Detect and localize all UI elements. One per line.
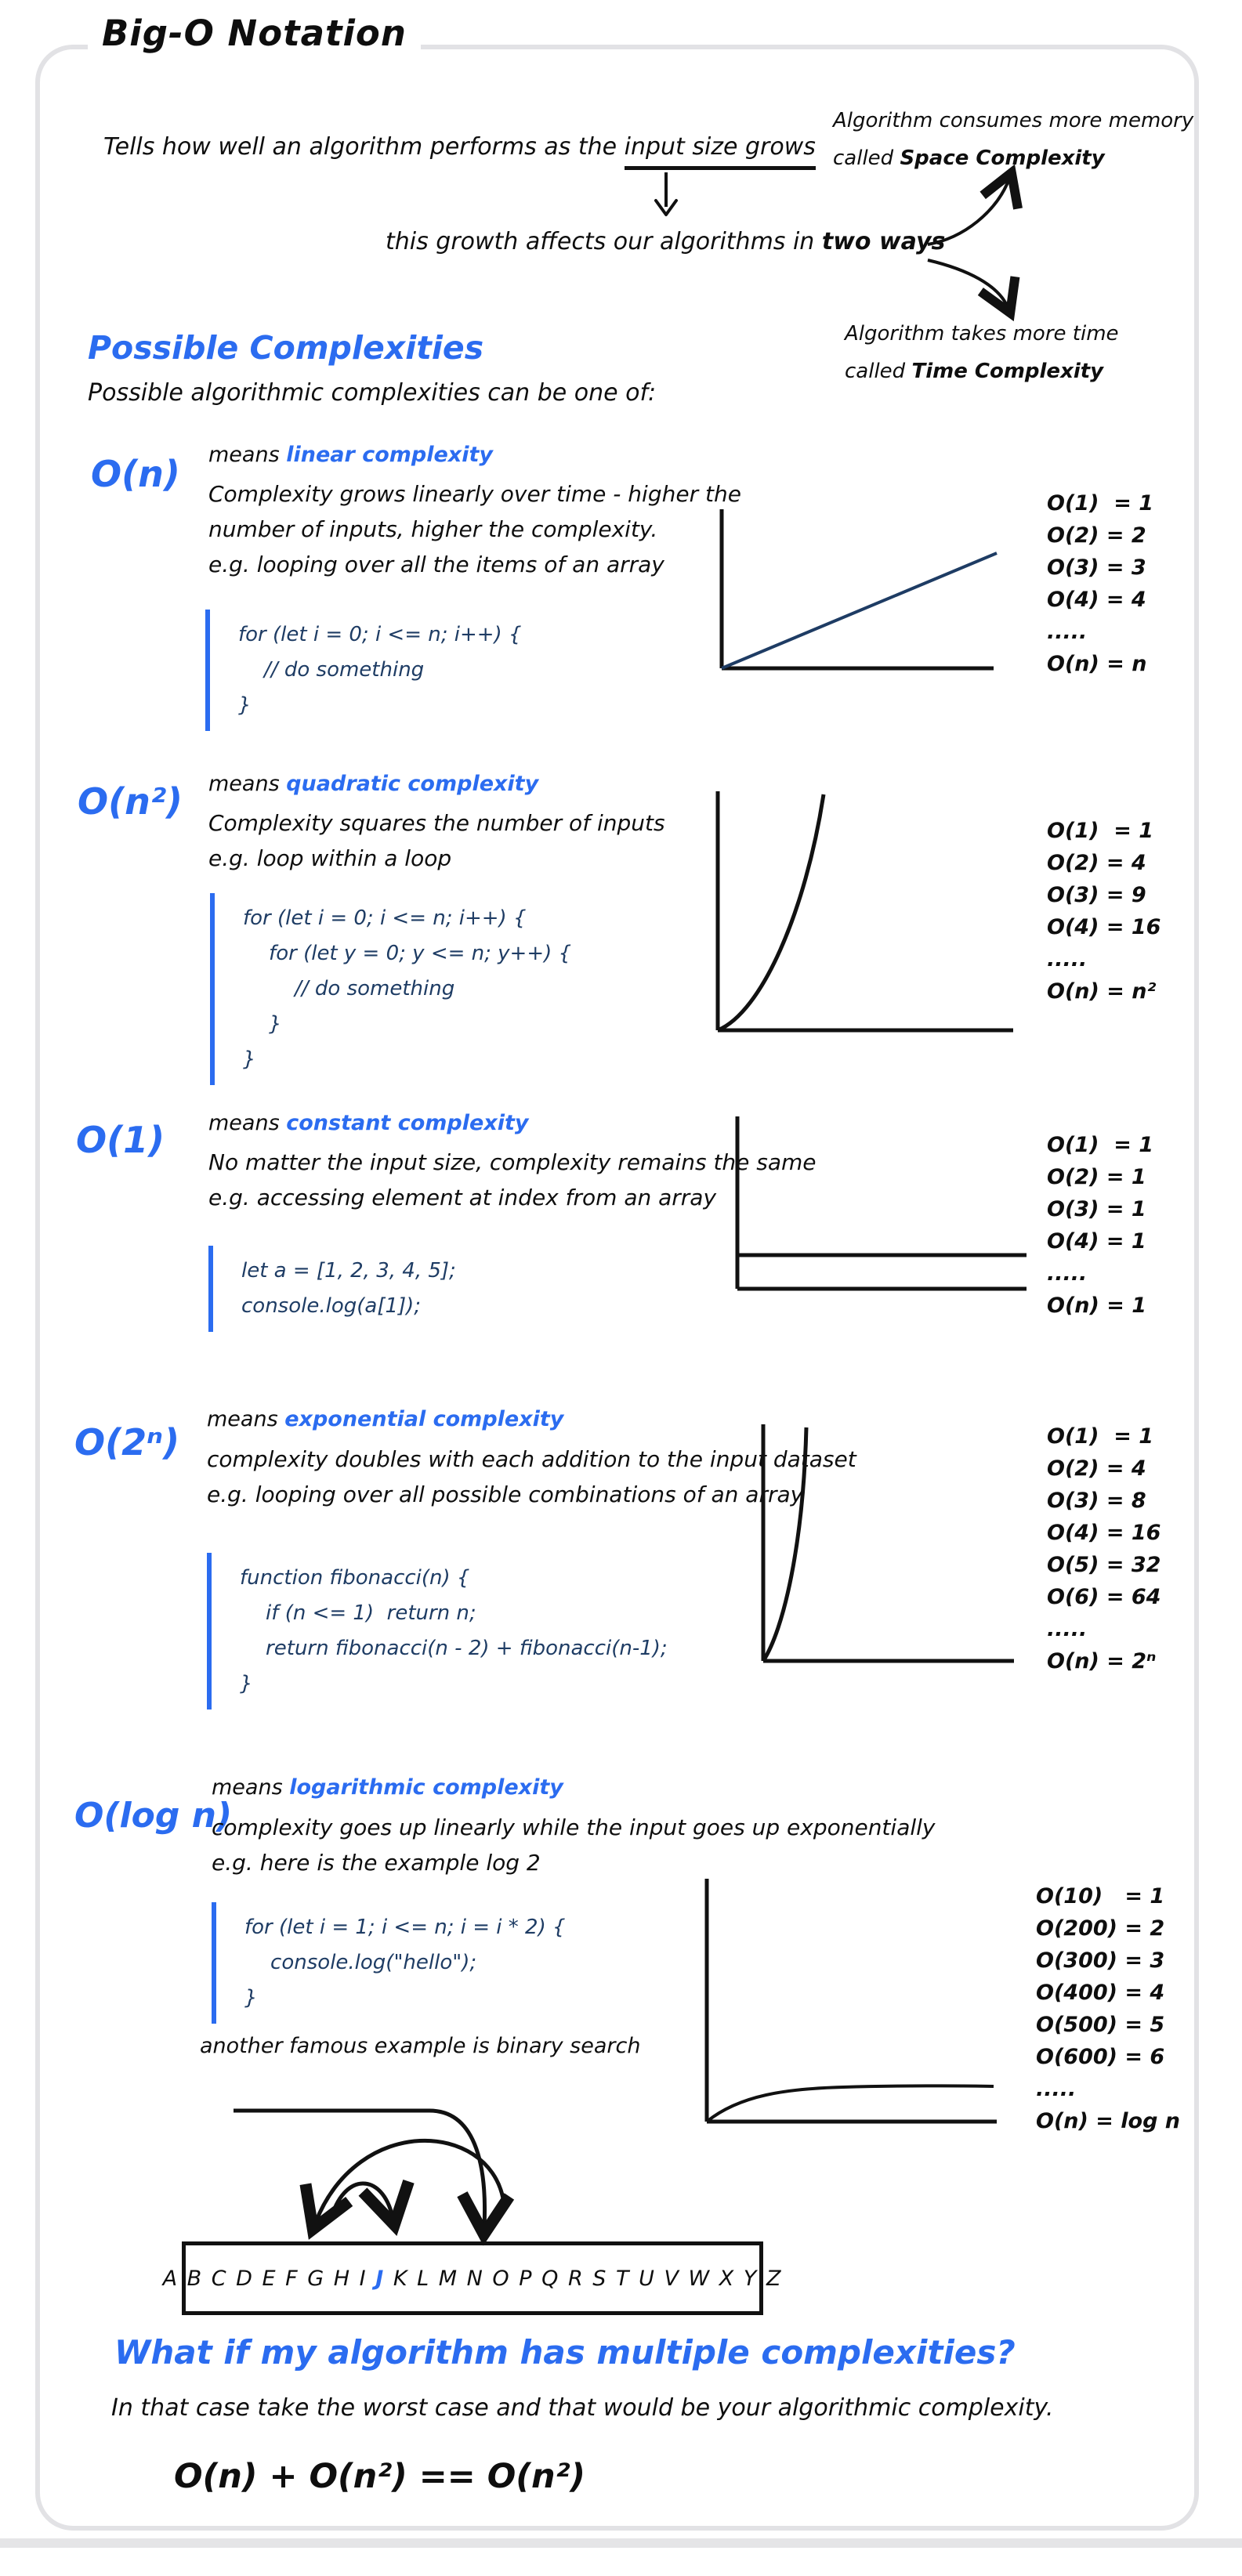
code-line: }	[243, 1047, 256, 1071]
desc-line: e.g. loop within a loop	[208, 845, 452, 871]
space-note-line1: Algorithm consumes more memory	[833, 109, 1194, 132]
section-label-o-2n: O(2ⁿ)	[74, 1421, 180, 1463]
binary-search-arrows-icon	[149, 2089, 776, 2245]
alphabet-post: K L M N O P Q R S T U V W X Y Z	[385, 2266, 783, 2291]
code-line: }	[240, 1672, 253, 1695]
value-line: .....	[1047, 620, 1088, 644]
code-block-o-2n	[207, 1553, 668, 1709]
value-line: O(2) = 4	[1047, 851, 1146, 875]
code-line: function fibonacci(n) {	[240, 1566, 470, 1590]
alphabet-pre: A B C D E F G H I	[162, 2266, 376, 2291]
value-line: O(400) = 4	[1036, 1981, 1165, 2005]
value-line: O(n) = n	[1047, 652, 1147, 676]
value-line: O(n) = n²	[1047, 979, 1157, 1004]
value-line: O(4) = 4	[1047, 588, 1146, 612]
description-o-n	[208, 476, 741, 582]
desc-line: e.g. here is the example log 2	[212, 1850, 541, 1876]
value-line: O(3) = 9	[1047, 883, 1146, 907]
means-pre: means	[207, 1407, 285, 1431]
term-logarithmic-complexity: logarithmic complexity	[289, 1775, 563, 1800]
values-o-n2	[1047, 815, 1161, 1008]
means-pre: means	[208, 443, 287, 467]
constant-growth-chart	[733, 1113, 1030, 1293]
value-line: O(n) = log n	[1036, 2109, 1181, 2133]
value-line: .....	[1047, 947, 1088, 971]
intro-line1-pre: Tells how well an algorithm performs as the	[103, 133, 625, 161]
code-line: }	[243, 1012, 282, 1036]
value-line: .....	[1047, 1261, 1088, 1286]
means-pre: means	[208, 1111, 287, 1135]
branch-line	[386, 228, 945, 255]
code-block-o-1	[208, 1246, 456, 1332]
values-o-log-n	[1036, 1880, 1180, 2137]
code-line: for (let i = 0; i <= n; i++) {	[238, 623, 522, 646]
intro-line1	[103, 133, 816, 161]
code-line: for (let i = 0; i <= n; i++) {	[243, 906, 527, 930]
code-line: console.log(a[1]);	[241, 1294, 422, 1318]
value-line: O(5) = 32	[1047, 1553, 1161, 1577]
code-block-o-log-n	[212, 1902, 566, 2024]
value-line: O(2) = 1	[1047, 1165, 1146, 1189]
value-line: O(6) = 64	[1047, 1585, 1161, 1609]
exponential-growth-chart	[759, 1420, 1019, 1666]
values-o-2n	[1047, 1420, 1161, 1677]
time-note-called: called	[845, 360, 912, 383]
linear-growth-chart	[718, 505, 1000, 672]
space-note-called: called	[833, 147, 900, 170]
quadratic-growth-chart	[713, 787, 1015, 1035]
code-block-o-n2	[210, 893, 571, 1085]
desc-line: Complexity squares the number of inputs	[208, 810, 665, 836]
branch-line-bold: two ways	[821, 228, 946, 255]
desc-line: e.g. looping over all possible combinations of an array	[207, 1482, 804, 1507]
time-note-line1: Algorithm takes more time	[845, 322, 1119, 346]
desc-line: complexity goes up linearly while the input goes up exponentially	[212, 1814, 936, 1840]
value-line: O(n) = 1	[1047, 1293, 1147, 1318]
means-pre: means	[208, 772, 287, 796]
down-arrow-icon	[652, 171, 680, 219]
desc-line: No matter the input size, complexity remains the same	[208, 1149, 817, 1175]
value-line: O(3) = 1	[1047, 1197, 1146, 1221]
code-line: let a = [1, 2, 3, 4, 5];	[241, 1259, 456, 1283]
term-exponential-complexity: exponential complexity	[284, 1407, 564, 1431]
value-line: O(3) = 3	[1047, 555, 1146, 580]
code-line: for (let y = 0; y <= n; y++) {	[243, 942, 572, 965]
term-constant-complexity: constant complexity	[286, 1111, 529, 1135]
code-line: return fibonacci(n - 2) + fibonacci(n-1);	[240, 1637, 668, 1660]
values-o-n	[1047, 487, 1153, 680]
section-label-o-n2: O(n²)	[78, 780, 183, 823]
means-line-o-n2	[208, 772, 538, 796]
time-complexity-note	[845, 315, 1119, 390]
description-o-log-n	[212, 1810, 935, 1880]
code-block-o-n	[205, 610, 522, 731]
means-line-o-n	[208, 443, 493, 467]
code-line: }	[238, 693, 252, 717]
value-line: O(1) = 1	[1047, 491, 1154, 516]
values-o-1	[1047, 1129, 1153, 1322]
value-line: O(3) = 8	[1047, 1489, 1146, 1513]
value-line: O(1) = 1	[1047, 1133, 1154, 1157]
term-quadratic-complexity: quadratic complexity	[286, 772, 539, 796]
desc-line: Complexity grows linearly over time - higher the	[208, 481, 741, 507]
means-pre: means	[212, 1775, 290, 1800]
value-line: O(4) = 16	[1047, 1521, 1161, 1545]
means-line-o-2n	[207, 1407, 563, 1431]
value-line: O(4) = 16	[1047, 915, 1161, 939]
value-line: O(2) = 2	[1047, 523, 1146, 548]
value-line: .....	[1047, 1617, 1088, 1641]
possible-complexities-heading: Possible Complexities	[88, 329, 484, 367]
value-line: O(4) = 1	[1047, 1229, 1146, 1254]
value-line: O(1) = 1	[1047, 819, 1154, 843]
code-line: }	[244, 1986, 258, 2010]
alphabet-array	[162, 2241, 783, 2315]
code-line: // do something	[238, 658, 425, 682]
value-line: O(10) = 1	[1036, 1884, 1165, 1908]
section-label-o-1: O(1)	[76, 1119, 165, 1161]
description-o-n2	[208, 805, 665, 876]
space-complexity-label: Space Complexity	[900, 147, 1105, 170]
desc-line: number of inputs, higher the complexity.	[208, 516, 658, 542]
branch-arrows-icon	[925, 166, 1030, 319]
value-line: O(2) = 4	[1047, 1456, 1146, 1481]
value-line: O(300) = 3	[1036, 1948, 1165, 1973]
value-line: O(600) = 6	[1036, 2045, 1165, 2069]
footer-body: In that case take the worst case and that would be your algorithmic complexity.	[111, 2394, 1054, 2422]
value-line: O(n) = 2ⁿ	[1047, 1649, 1157, 1673]
section-label-o-n: O(n)	[91, 453, 180, 495]
value-line: .....	[1036, 2077, 1077, 2101]
possible-complexities-sub: Possible algorithmic complexities can be one of:	[88, 379, 657, 407]
value-line: O(500) = 5	[1036, 2013, 1165, 2037]
code-line: // do something	[243, 977, 455, 1000]
section-label-o-log-n: O(log n)	[74, 1796, 233, 1836]
time-note-line2	[845, 353, 1119, 390]
description-o-1	[208, 1145, 817, 1215]
alphabet-highlight-j: J	[375, 2266, 386, 2291]
means-line-o-1	[208, 1111, 529, 1135]
means-line-o-log-n	[212, 1775, 563, 1800]
code-line: for (let i = 1; i <= n; i = i * 2) {	[244, 1916, 566, 1939]
page-title: Big-O Notation	[88, 13, 421, 54]
intro-line1-underlined: input size grows	[625, 133, 816, 170]
value-line: O(200) = 2	[1036, 1916, 1165, 1941]
code-line: console.log("hello");	[244, 1951, 477, 1974]
branch-line-pre: this growth affects our algorithms in	[386, 228, 822, 255]
footer-formula: O(n) + O(n²) == O(n²)	[174, 2457, 586, 2496]
desc-line: e.g. looping over all the items of an array	[208, 552, 664, 577]
value-line: O(1) = 1	[1047, 1424, 1154, 1449]
code-line: if (n <= 1) return n;	[240, 1601, 476, 1625]
term-linear-complexity: linear complexity	[286, 443, 493, 467]
page-bottom-band	[0, 2538, 1242, 2548]
binary-search-note: another famous example is binary search	[200, 2034, 641, 2058]
desc-line: complexity doubles with each addition to the input dataset	[207, 1446, 856, 1472]
desc-line: e.g. accessing element at index from an array	[208, 1185, 717, 1210]
footer-heading: What if my algorithm has multiple complexities?	[114, 2333, 1016, 2372]
time-complexity-label: Time Complexity	[911, 360, 1104, 383]
